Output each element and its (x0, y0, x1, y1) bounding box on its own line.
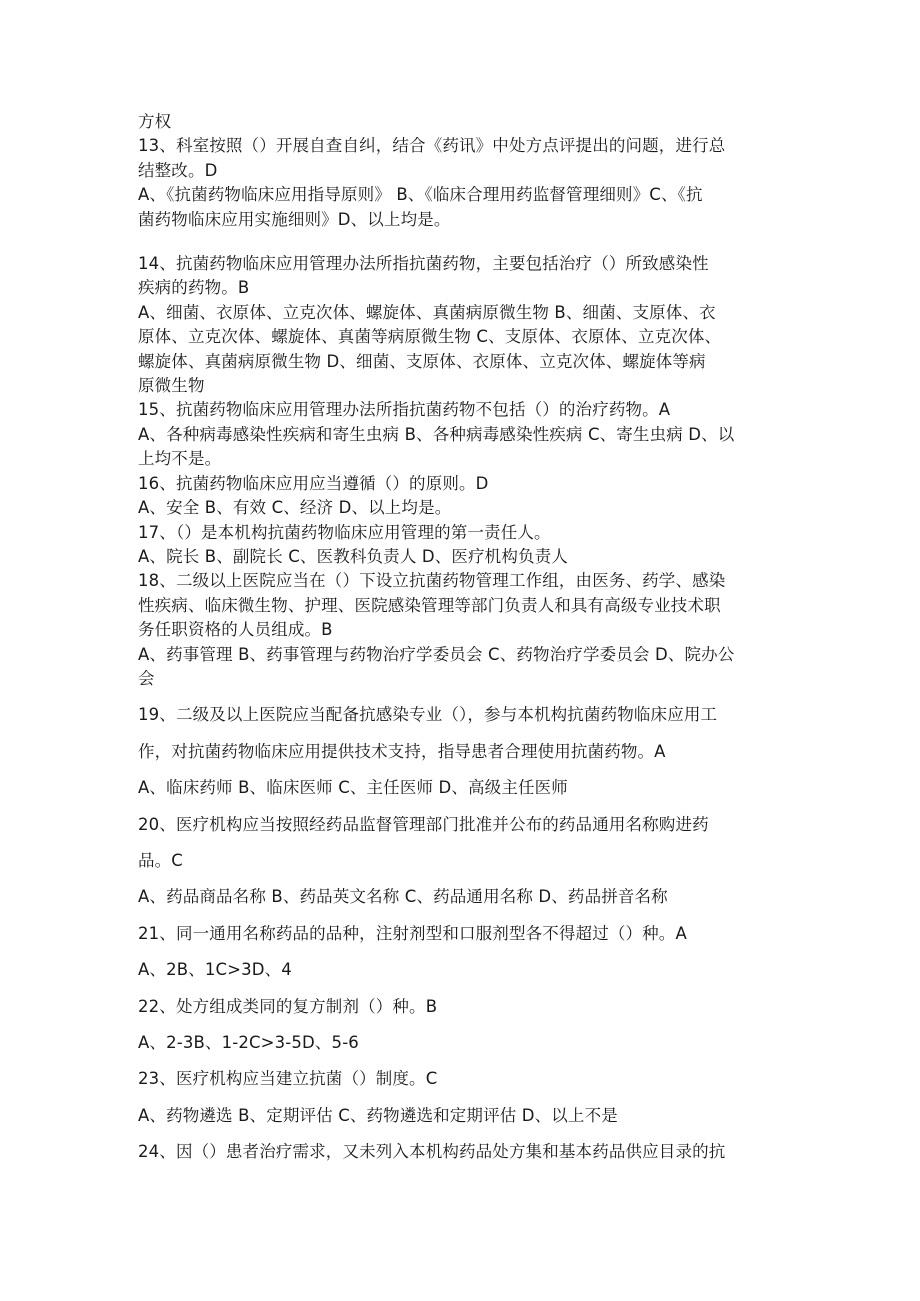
text-line: 方权 (138, 112, 172, 131)
text-line: 作，对抗菌药物临床应用提供技术支持，指导患者合理使用抗菌药物。A (138, 741, 666, 761)
options-13: A、《抗菌药物临床应用指导原则》 B、《临床合理用药监督管理细则》C、《抗 (138, 185, 703, 205)
question-24: 24、因（）患者治疗需求，又未列入本机构药品处方集和基本药品供应目录的抗 (138, 1142, 726, 1162)
text-line: 结整改。D (138, 160, 218, 180)
question-21: 21、同一通用名称药品的品种，注射剂型和口服剂型各不得超过（）种。A (138, 923, 687, 943)
options-19: A、临床药师 B、临床医师 C、主任医师 D、高级主任医师 (138, 778, 568, 798)
text-line: 上均不是。 (138, 449, 222, 469)
text-line: 原微生物 (138, 376, 205, 396)
question-14: 14、抗菌药物临床应用管理办法所指抗菌药物，主要包括治疗（）所致感染性 (138, 254, 709, 274)
options-21: A、2B、1C>3D、4 (138, 960, 292, 980)
question-15: 15、抗菌药物临床应用管理办法所指抗菌药物不包括（）的治疗药物。A (138, 400, 671, 420)
options-14: A、细菌、衣原体、立克次体、螺旋体、真菌病原微生物 B、细菌、支原体、衣 (138, 302, 716, 322)
options-15: A、各种病毒感染性疾病和寄生虫病 B、各种病毒感染性疾病 C、寄生虫病 D、以 (138, 424, 735, 444)
text-line: 品。C (138, 850, 183, 870)
question-23: 23、医疗机构应当建立抗菌（）制度。C (138, 1069, 438, 1089)
options-20: A、药品商品名称 B、药品英文名称 C、药品通用名称 D、药品拼音名称 (138, 887, 668, 907)
text-line: 螺旋体、真菌病原微生物 D、细菌、支原体、衣原体、立克次体、螺旋体等病 (138, 351, 706, 371)
question-22: 22、处方组成类同的复方制剂（）种。B (138, 996, 438, 1016)
text-line: 务任职资格的人员组成。B (138, 620, 333, 640)
options-23: A、药物遴选 B、定期评估 C、药物遴选和定期评估 D、以上不是 (138, 1105, 618, 1125)
options-17: A、院长 B、副院长 C、医教科负责人 D、医疗机构负责人 (138, 546, 568, 566)
text-line: 原体、立克次体、螺旋体、真菌等病原微生物 C、支原体、衣原体、立克次体、 (138, 327, 722, 347)
options-16: A、安全 B、有效 C、经济 D、以上均是。 (138, 498, 452, 518)
question-17: 17、（）是本机构抗菌药物临床应用管理的第一责任人。 (138, 522, 551, 542)
spacer (138, 232, 788, 252)
options-22: A、2-3B、1-2C>3-5D、5-6 (138, 1033, 359, 1052)
text-line: 会 (138, 668, 155, 688)
question-19: 19、二级及以上医院应当配备抗感染专业（），参与本机构抗菌药物临床应用工 (138, 705, 718, 725)
text-line: 菌药物临床应用实施细则》D、以上均是。 (138, 209, 451, 229)
question-16: 16、抗菌药物临床应用应当遵循（）的原则。D (138, 473, 489, 493)
text-column (138, 110, 788, 1165)
text-line: 疾病的药物。B (138, 278, 250, 298)
question-20: 20、医疗机构应当按照经药品监督管理部门批准并公布的药品通用名称购进药 (138, 814, 709, 834)
text-line: 性疾病、临床微生物、护理、医院感染管理等部门负责人和具有高级专业技术职 (138, 595, 721, 615)
question-18: 18、二级以上医院应当在（）下设立抗菌药物管理工作组，由医务、药学、感染 (138, 571, 726, 591)
question-13: 13、科室按照（）开展自查自纠，结合《药讯》中处方点评提出的问题，进行总 (138, 136, 726, 156)
options-18: A、药事管理 B、药事管理与药物治疗学委员会 C、药物治疗学委员会 D、院办公 (138, 644, 735, 664)
